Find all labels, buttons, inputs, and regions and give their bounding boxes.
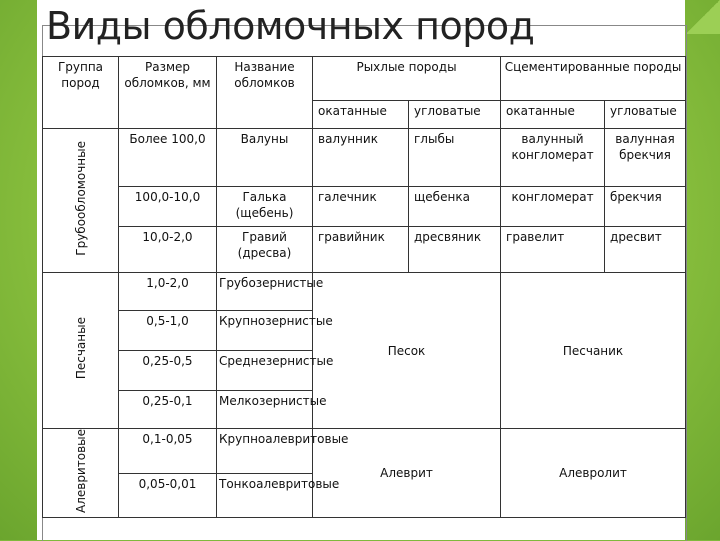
name-cell: Среднезернистые: [217, 351, 313, 391]
loose-angular-cell: глыбы: [409, 129, 501, 187]
header-angular-cemented: угловатые: [605, 101, 686, 129]
name-cell: Валуны: [217, 129, 313, 187]
group-silt: Алевритовые: [43, 429, 119, 518]
header-loose: Рыхлые породы: [313, 57, 501, 101]
size-cell: 0,1-0,05: [119, 429, 217, 474]
group-coarse: Грубообломочные: [43, 129, 119, 273]
size-cell: 1,0-2,0: [119, 273, 217, 311]
size-cell: 10,0-2,0: [119, 227, 217, 273]
header-group: Группа пород: [43, 57, 119, 129]
header-name: Название обломков: [217, 57, 313, 129]
corner-decoration: [686, 0, 720, 34]
loose-rounded-cell: валунник: [313, 129, 409, 187]
size-cell: 0,25-0,1: [119, 391, 217, 429]
cemented-rounded-cell: валунный конгломерат: [501, 129, 605, 187]
rock-classification-table: [42, 56, 686, 518]
name-cell: Тонкоалевритовые: [217, 473, 313, 518]
size-cell: 0,5-1,0: [119, 311, 217, 351]
cemented-rounded-cell: гравелит: [501, 227, 605, 273]
loose-angular-cell: дресвяник: [409, 227, 501, 273]
silt-loose-cell: Алеврит: [313, 429, 501, 518]
size-cell: 0,05-0,01: [119, 473, 217, 518]
name-cell: Гравий (дресва): [217, 227, 313, 273]
header-rounded-loose: окатанные: [313, 101, 409, 129]
cemented-angular-cell: дресвит: [605, 227, 686, 273]
loose-angular-cell: щебенка: [409, 187, 501, 227]
name-cell: Крупнозернистые: [217, 311, 313, 351]
loose-rounded-cell: галечник: [313, 187, 409, 227]
header-size: Размер обломков, мм: [119, 57, 217, 129]
name-cell: Грубозернистые: [217, 273, 313, 311]
group-sand: Песчаные: [43, 273, 119, 429]
loose-rounded-cell: гравийник: [313, 227, 409, 273]
sand-loose-cell: Песок: [313, 273, 501, 429]
size-cell: Более 100,0: [119, 129, 217, 187]
cemented-rounded-cell: конгломерат: [501, 187, 605, 227]
size-cell: 0,25-0,5: [119, 351, 217, 391]
sand-cemented-cell: Песчаник: [501, 273, 686, 429]
name-cell: Крупноалевритовые: [217, 429, 313, 474]
silt-cemented-cell: Алевролит: [501, 429, 686, 518]
header-cemented: Сцементированные породы: [501, 57, 686, 101]
cemented-angular-cell: валунная брекчия: [605, 129, 686, 187]
header-rounded-cemented: окатанные: [501, 101, 605, 129]
cemented-angular-cell: брекчия: [605, 187, 686, 227]
header-angular-loose: угловатые: [409, 101, 501, 129]
size-cell: 100,0-10,0: [119, 187, 217, 227]
slide-title: Виды обломочных пород: [46, 4, 535, 48]
name-cell: Мелкозернистые: [217, 391, 313, 429]
name-cell: Галька (щебень): [217, 187, 313, 227]
